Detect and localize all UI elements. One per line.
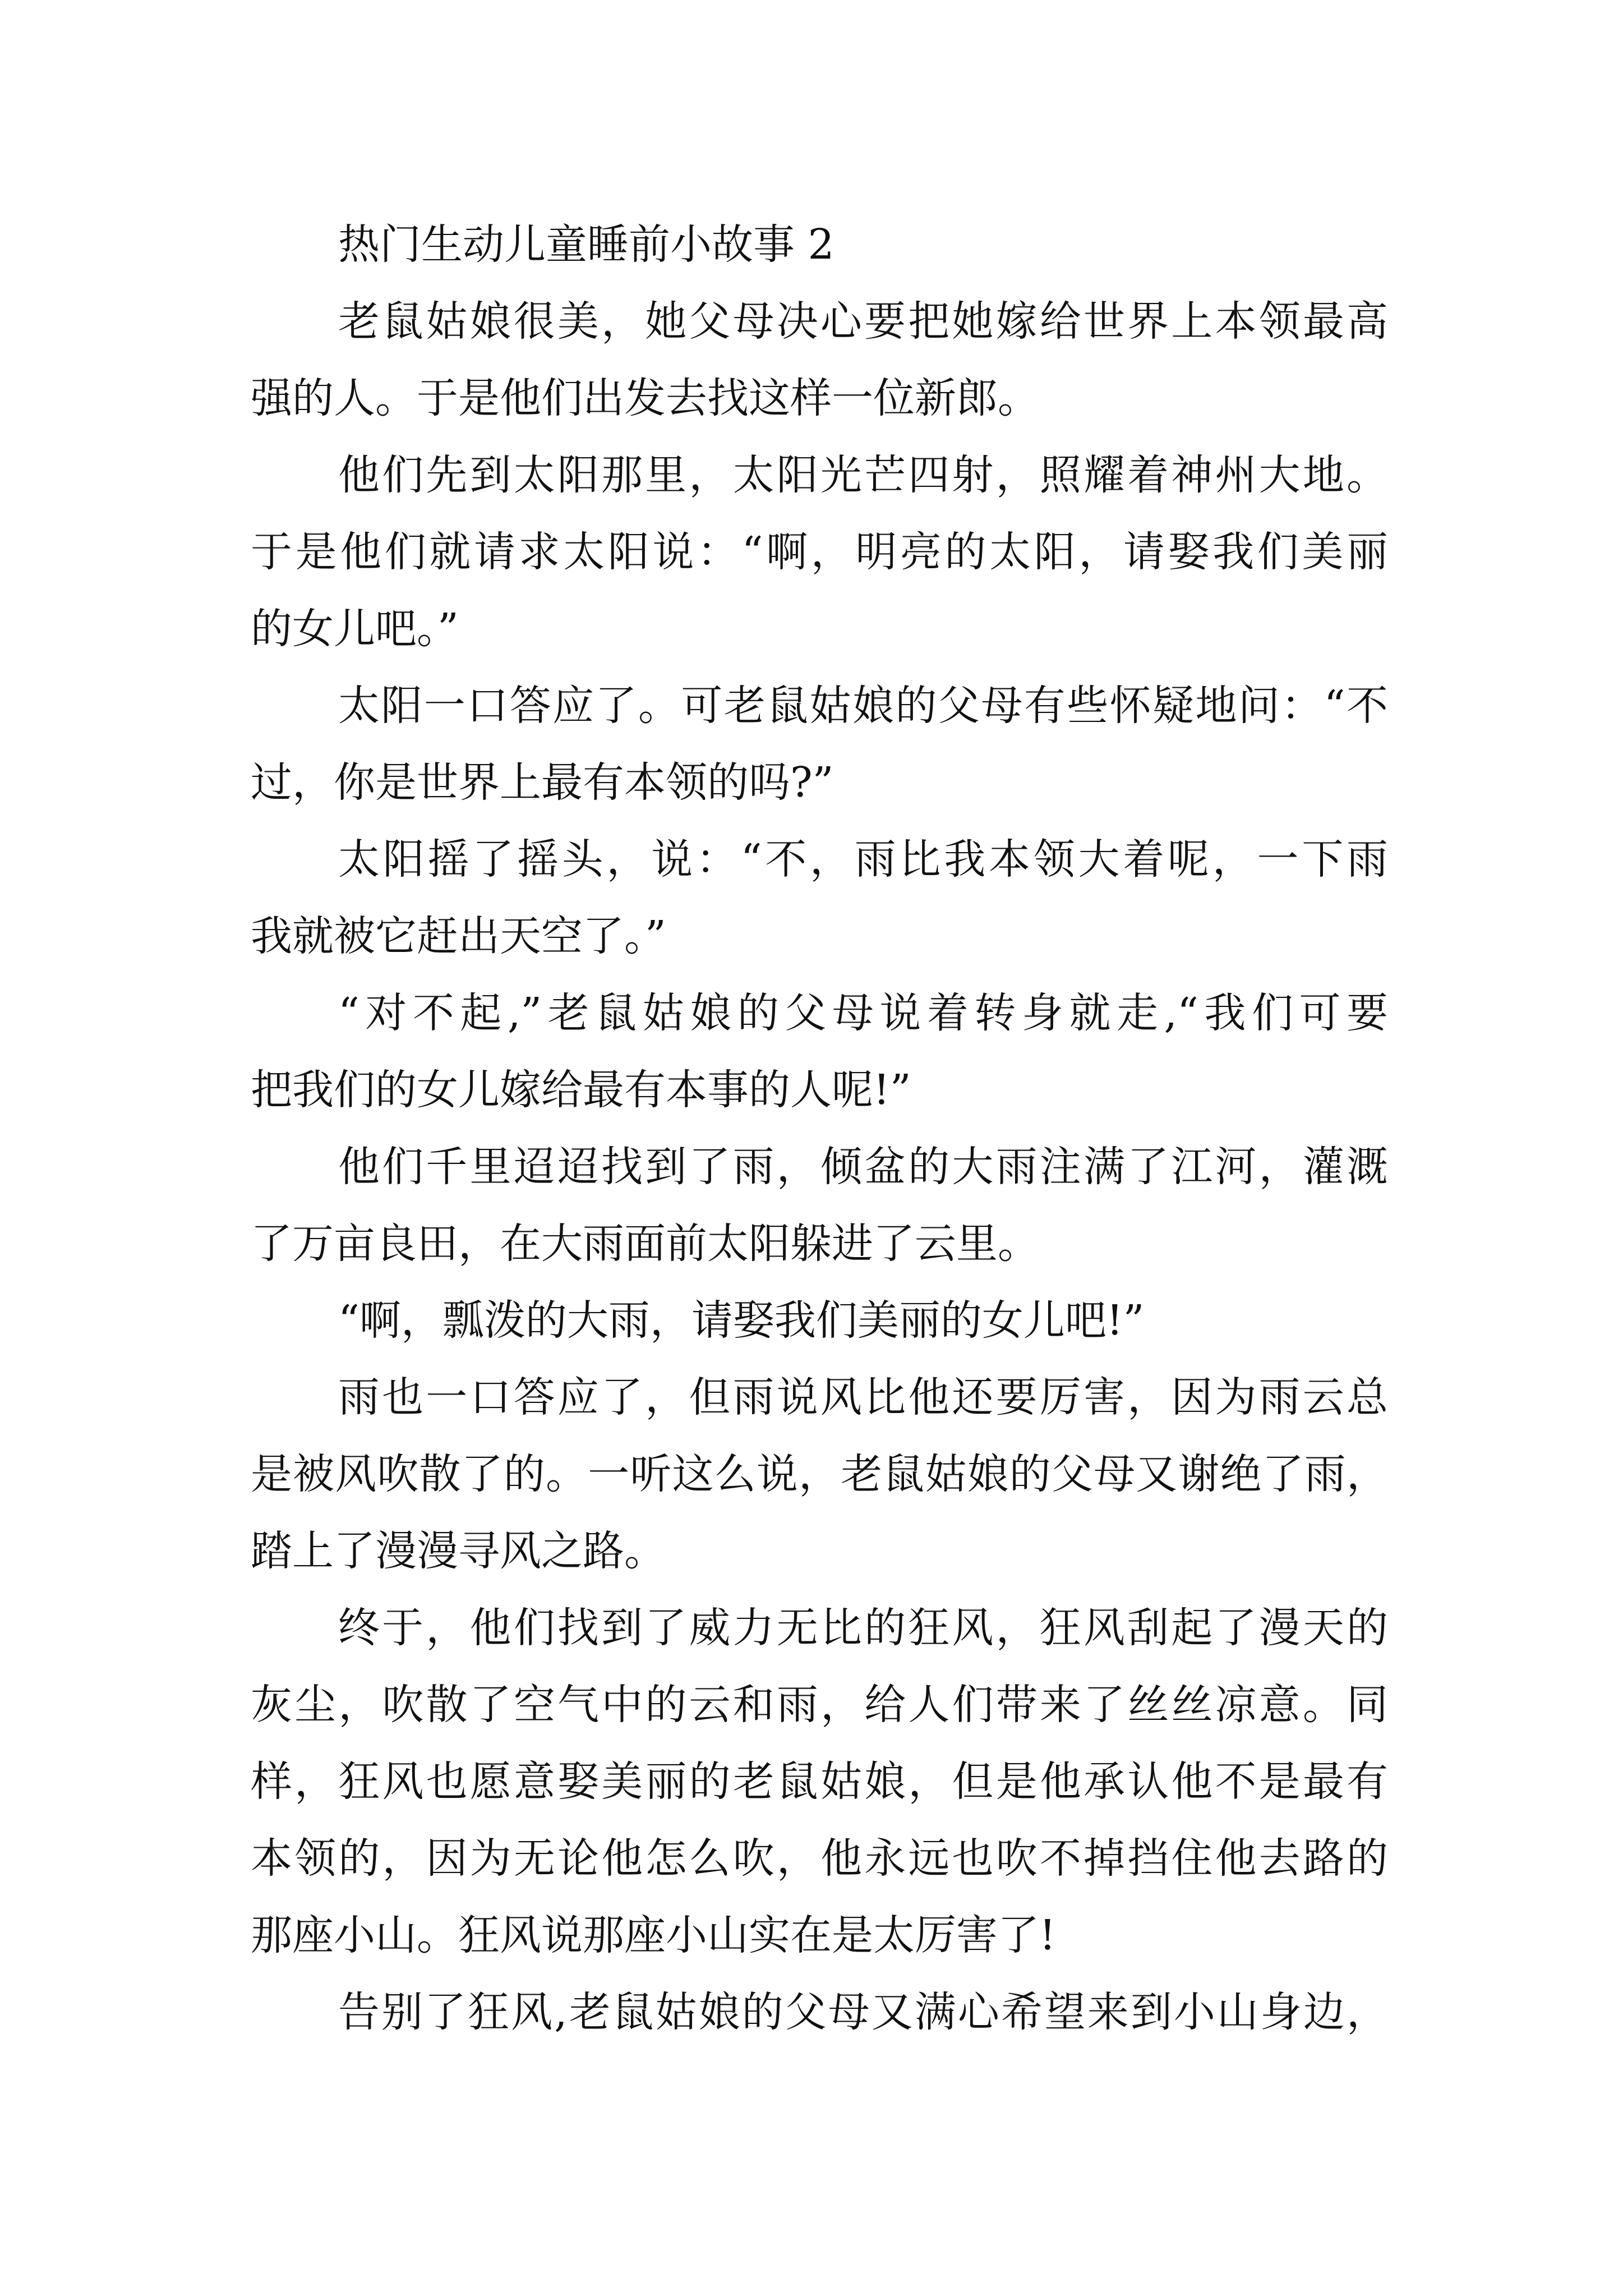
paragraph-line: 踏上了漫漫寻风之路。 — [251, 1527, 666, 1575]
paragraph-line: 于是他们就请求太阳说：“啊，明亮的太阳，请娶我们美丽 — [251, 528, 1388, 576]
paragraph-line: 他们先到太阳那里，太阳光芒四射，照耀着神州大地。 — [338, 451, 1388, 499]
paragraph-line: 终于，他们找到了威力无比的狂风，狂风刮起了漫天的 — [338, 1604, 1388, 1652]
paragraph-line: 了万亩良田，在大雨面前太阳躲进了云里。 — [251, 1220, 1039, 1268]
paragraph-line: “啊，瓢泼的大雨，请娶我们美丽的女儿吧!” — [338, 1296, 1145, 1345]
paragraph — [251, 437, 1388, 668]
paragraph-line: 我就被它赶出天空了。” — [251, 912, 666, 960]
paragraph-line: 过，你是世界上最有本领的吗?” — [251, 758, 834, 807]
paragraph-line: 告别了狂风,老鼠姑娘的父母又满心希望来到小山身边， — [338, 1988, 1388, 2036]
paragraph-line: 把我们的女儿嫁给最有本事的人呢!” — [251, 1066, 911, 1114]
paragraph-line: 那座小山。狂风说那座小山实在是太厉害了! — [251, 1911, 1056, 1959]
paragraph — [251, 1590, 1388, 1974]
paragraph — [251, 1359, 1388, 1590]
story-title: 热门生动儿童睡前小故事 2 — [338, 220, 834, 269]
paragraph — [251, 975, 1388, 1129]
paragraph-line: 老鼠姑娘很美，她父母决心要把她嫁给世界上本领最高 — [338, 297, 1388, 346]
paragraph-line: 的女儿吧。” — [251, 605, 459, 653]
paragraph-line: 他们千里迢迢找到了雨，倾盆的大雨注满了江河，灌溉 — [338, 1143, 1388, 1191]
paragraph-line: “对不起,”老鼠姑娘的父母说着转身就走,“我们可要 — [338, 989, 1388, 1037]
paragraph-line: 样，狂风也愿意娶美丽的老鼠姑娘，但是他承认他不是最有 — [251, 1757, 1388, 1806]
paragraph-line: 雨也一口答应了，但雨说风比他还要厉害，因为雨云总 — [338, 1373, 1388, 1421]
paragraph-line: 本领的，因为无论他怎么吹，他永远也吹不掉挡住他去路的 — [251, 1834, 1388, 1883]
paragraph-line: 灰尘，吹散了空气中的云和雨，给人们带来了丝丝凉意。同 — [251, 1681, 1388, 1729]
paragraph-line: 强的人。于是他们出发去找这样一位新郎。 — [251, 374, 1039, 422]
paragraph-line: 太阳一口答应了。可老鼠姑娘的父母有些怀疑地问：“不 — [338, 682, 1388, 730]
text-column — [251, 206, 1388, 2051]
paragraph — [251, 1282, 1388, 1359]
paragraph-line: 太阳摇了摇头，说：“不，雨比我本领大着呢，一下雨 — [338, 835, 1388, 884]
paragraph — [251, 668, 1388, 821]
paragraph — [251, 283, 1388, 437]
paragraph — [251, 821, 1388, 975]
paragraph-line: 是被风吹散了的。一听这么说，老鼠姑娘的父母又谢绝了雨， — [251, 1450, 1388, 1498]
paragraph — [251, 1974, 1388, 2051]
paragraph — [251, 1129, 1388, 1282]
